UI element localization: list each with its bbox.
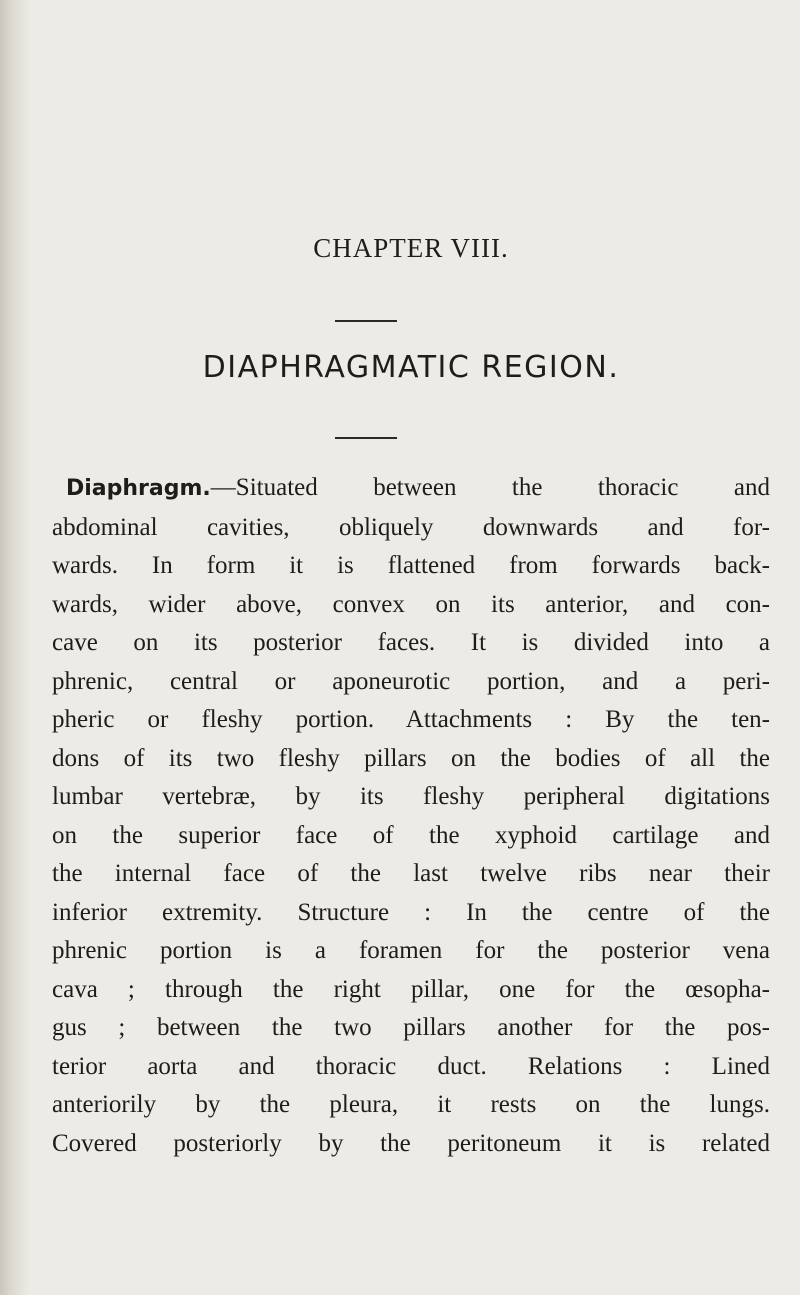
paragraph-line-8: dons of its two fleshy pillars on the bodies of all the — [52, 744, 770, 772]
paragraph-line-18: Covered posteriorly by the peritoneum it is related — [52, 1129, 770, 1157]
paragraph-line-5: cave on its posterior faces. It is divided into a — [52, 629, 770, 656]
paragraph-line-1 — [52, 469, 770, 509]
paragraph-line-9: lumbar vertebræ, by its fleshy peripheral digitations — [52, 783, 770, 810]
paragraph-line-2: abdominal cavities, obliquely downwards and for- — [52, 513, 770, 541]
paragraph-line-10: on the superior face of the xyphoid cartilage and — [52, 821, 770, 849]
chapter-heading: CHAPTER VIII. — [313, 233, 509, 263]
paragraph-line-4: wards, wider above, convex on its anterior, and con- — [52, 590, 770, 618]
paragraph-line-6: phrenic, central or aponeurotic portion, and a peri- — [52, 667, 770, 695]
paragraph-line-14: cava ; through the right pillar, one for the œsopha- — [52, 975, 770, 1003]
body-paragraph — [52, 469, 770, 1163]
book-page — [52, 0, 770, 1295]
paragraph-line-16: terior aorta and thoracic duct. Relations : Lined — [52, 1052, 770, 1080]
paragraph-line-17: anteriorily by the pleura, it rests on the lungs. — [52, 1091, 770, 1118]
divider-rule-top — [335, 320, 397, 322]
paragraph-heading-word: Diaphragm. — [66, 476, 211, 501]
paragraph-line-7: pheric or fleshy portion. Attachments : By the ten- — [52, 706, 770, 733]
paragraph-line-15: gus ; between the two pillars another for the pos- — [52, 1014, 770, 1041]
paragraph-line-1-text: —Situated between the thoracic and — [210, 474, 770, 501]
paragraph-line-11: the internal face of the last twelve ribs near their — [52, 860, 770, 887]
section-title: DIAPHRAGMATIC REGION. — [202, 350, 620, 385]
paragraph-line-12: inferior extremity. Structure : In the centre of the — [52, 898, 770, 926]
paragraph-line-3: wards. In form it is flattened from forwards back- — [52, 552, 770, 579]
page-gutter-shadow — [0, 0, 30, 1295]
paragraph-line-13: phrenic portion is a foramen for the posterior vena — [52, 937, 770, 964]
divider-rule-bottom — [335, 437, 397, 439]
